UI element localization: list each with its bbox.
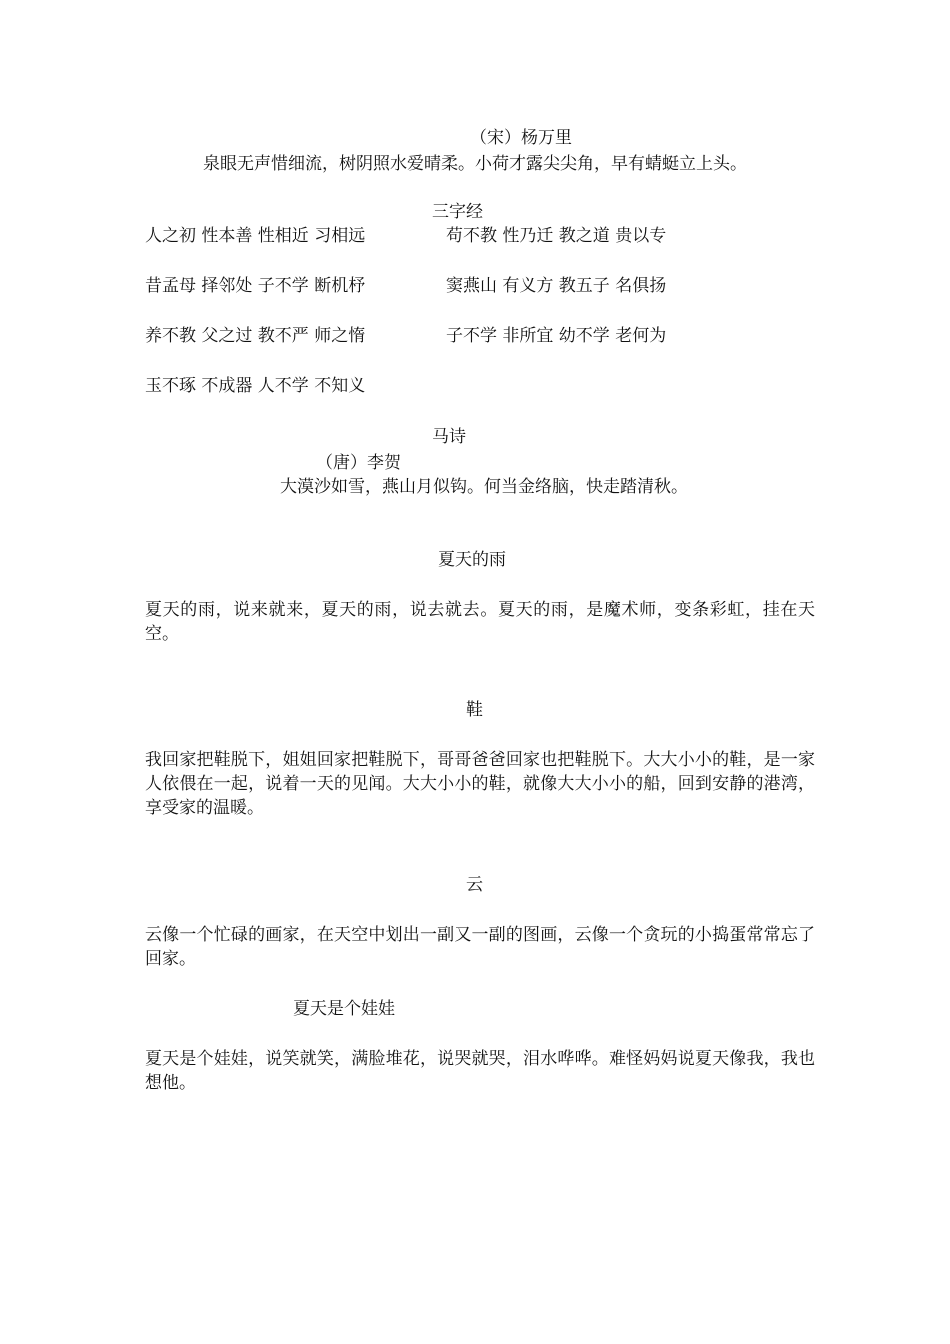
mashi-author: （唐）李贺: [316, 453, 401, 473]
sanzijing-line-left-4: 玉不琢 不成器 人不学 不知义: [145, 376, 366, 396]
sanzijing-title: 三字经: [432, 202, 483, 222]
xie-text: 我回家把鞋脱下，姐姐回家把鞋脱下，哥哥爸爸回家也把鞋脱下。大大小小的鞋，是一家人依偎在一起，说着一天的见闻。大大小小的鞋，就像大大小小的船，回到安静的港湾，享受家的温暖。: [145, 750, 815, 818]
mashi-title: 马诗: [432, 427, 466, 447]
sanzijing-line-left-2: 昔孟母 择邻处 子不学 断机杼: [145, 276, 366, 296]
yun-title: 云: [466, 875, 483, 895]
mashi-text: 大漠沙如雪，燕山月似钩。何当金络脑，快走踏清秋。: [280, 477, 688, 497]
sanzijing-line-left-1: 人之初 性本善 性相近 习相远: [145, 226, 366, 246]
sanzijing-line-right-1: 苟不教 性乃迁 教之道 贵以专: [446, 226, 667, 246]
poem1-author: （宋）杨万里: [470, 128, 572, 148]
sanzijing-line-right-3: 子不学 非所宜 幼不学 老何为: [446, 326, 667, 346]
yun-text: 云像一个忙碌的画家，在天空中划出一副又一副的图画，云像一个贪玩的小捣蛋常常忘了回家。: [145, 925, 815, 969]
poem1-text: 泉眼无声惜细流，树阴照水爱晴柔。小荷才露尖尖角，早有蜻蜓立上头。: [203, 154, 747, 174]
xiatian-yu-title: 夏天的雨: [438, 550, 506, 570]
sanzijing-line-right-2: 窦燕山 有义方 教五子 名俱扬: [446, 276, 667, 296]
xiatian-yu-text: 夏天的雨，说来就来，夏天的雨，说去就去。夏天的雨，是魔术师，变条彩虹，挂在天空。: [145, 600, 815, 644]
wawa-text: 夏天是个娃娃，说笑就笑，满脸堆花，说哭就哭，泪水哗哗。难怪妈妈说夏天像我，我也想他。: [145, 1049, 815, 1093]
sanzijing-line-left-3: 养不教 父之过 教不严 师之惰: [145, 326, 366, 346]
xie-title: 鞋: [466, 700, 483, 720]
wawa-title: 夏天是个娃娃: [293, 999, 395, 1019]
